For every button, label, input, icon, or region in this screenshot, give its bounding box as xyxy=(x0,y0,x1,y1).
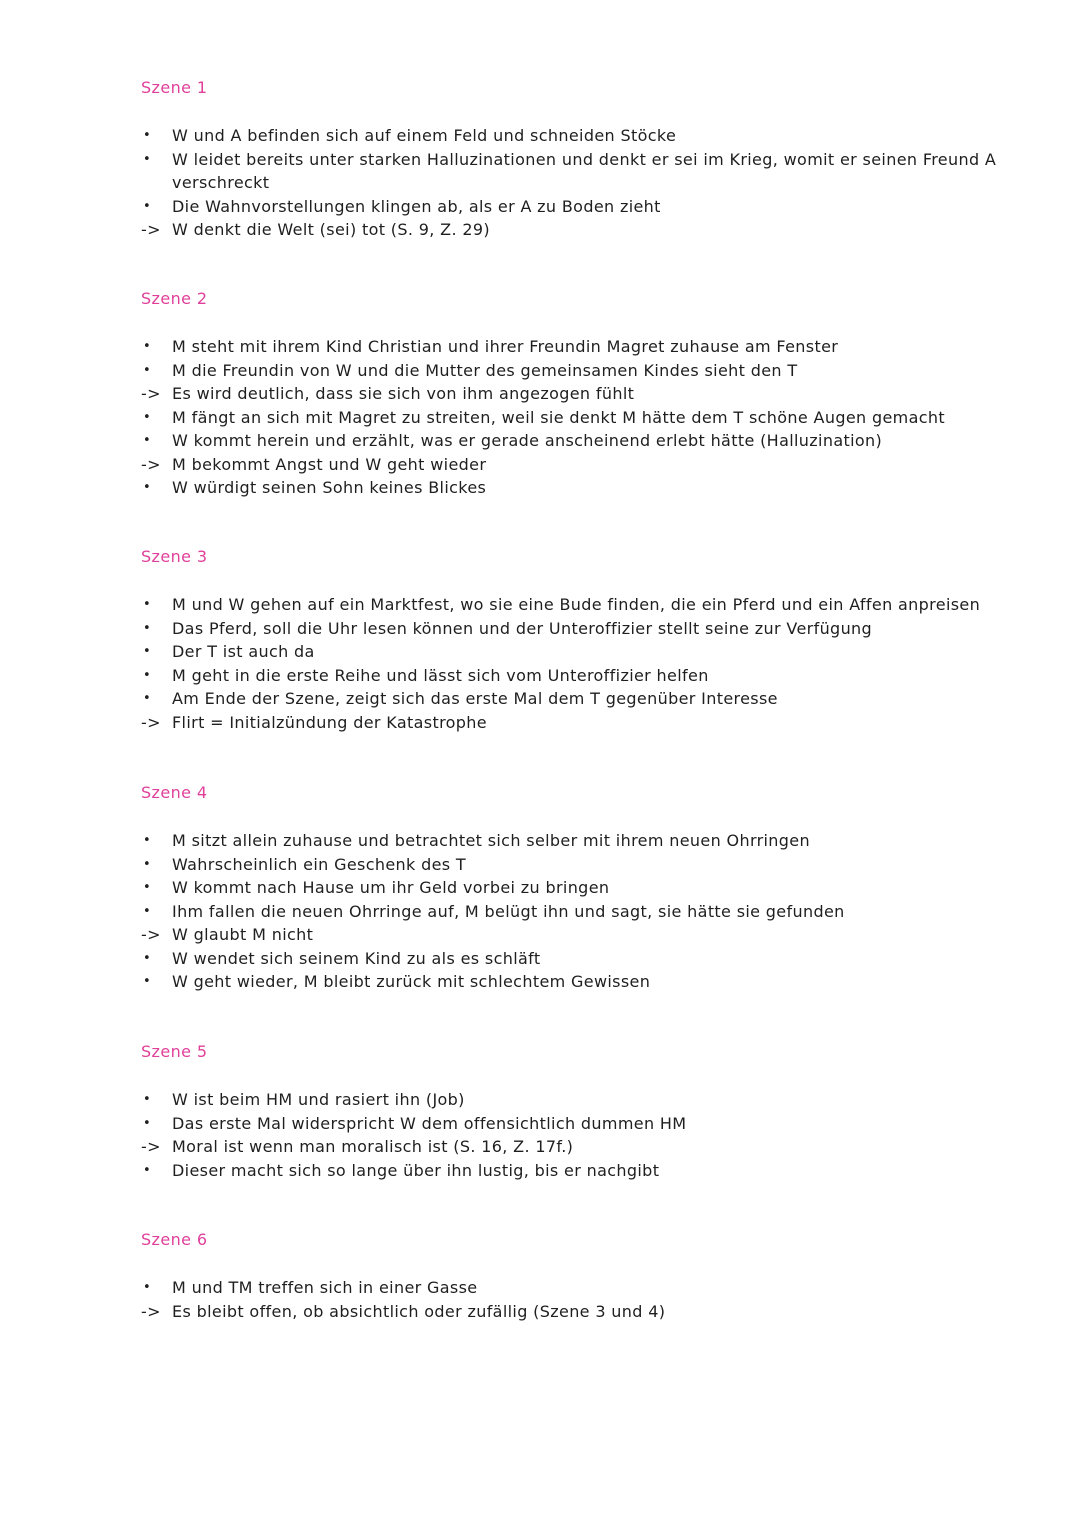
scene-item-list xyxy=(141,593,1041,734)
list-item xyxy=(141,593,1041,617)
item-text: W denkt die Welt (sei) tot (S. 9, Z. 29) xyxy=(172,220,491,239)
bullet-marker: • xyxy=(143,691,152,706)
list-item xyxy=(141,359,1041,383)
bullet-marker: • xyxy=(143,974,152,989)
scene-5 xyxy=(141,1042,1041,1182)
arrow-marker: -> xyxy=(141,454,161,474)
bullet-marker: • xyxy=(143,950,152,966)
arrow-marker: -> xyxy=(141,1301,161,1321)
scene-4 xyxy=(141,783,1041,994)
list-item xyxy=(141,711,1041,735)
list-item xyxy=(141,640,1041,664)
scene-item-list xyxy=(141,829,1041,994)
list-item xyxy=(141,218,1041,242)
arrow-marker: -> xyxy=(141,220,161,239)
scene-2 xyxy=(141,289,1041,500)
item-text: M sitzt allein zuhause und betrachtet sich selber mit ihrem neuen Ohrringen xyxy=(172,831,810,850)
scene-title: Szene 2 xyxy=(141,289,208,308)
list-item xyxy=(141,429,1041,453)
list-item xyxy=(141,1112,1041,1136)
scene-title: Szene 6 xyxy=(141,1230,208,1249)
item-text: W ist beim HM und rasiert ihn (Job) xyxy=(172,1090,465,1109)
item-text: Das erste Mal widerspricht W dem offensichtlich dummen HM xyxy=(172,1113,687,1133)
list-item xyxy=(141,829,1041,853)
list-item xyxy=(141,947,1041,971)
list-item xyxy=(141,923,1041,947)
item-text: W kommt nach Hause um ihr Geld vorbei zu bringen xyxy=(172,878,610,897)
list-item xyxy=(141,453,1041,477)
list-item xyxy=(141,1088,1041,1112)
bullet-marker: • xyxy=(143,480,152,495)
list-item xyxy=(141,148,1041,195)
arrow-marker: -> xyxy=(141,1137,161,1156)
list-item xyxy=(141,1135,1041,1159)
item-text: Dieser macht sich so lange über ihn lustig, bis er nachgibt xyxy=(172,1160,660,1180)
scene-3 xyxy=(141,547,1041,734)
list-item xyxy=(141,124,1041,148)
item-text: W geht wieder, M bleibt zurück mit schlechtem Gewissen xyxy=(172,972,651,991)
list-item xyxy=(141,853,1041,877)
list-item xyxy=(141,476,1041,500)
bullet-marker: • xyxy=(143,903,152,919)
bullet-marker: • xyxy=(143,409,152,425)
bullet-marker: • xyxy=(143,667,152,683)
item-text: Es bleibt offen, ob absichtlich oder zufällig (Szene 3 und 4) xyxy=(172,1301,666,1321)
scene-item-list xyxy=(141,1276,1041,1323)
scene-item-list xyxy=(141,1088,1041,1182)
item-text: W leidet bereits unter starken Halluzinationen und denkt er sei im Krieg, womit er seinen Freund A verschreckt xyxy=(172,149,997,192)
scene-item-list xyxy=(141,124,1041,242)
item-text: Flirt = Initialzündung der Katastrophe xyxy=(172,712,487,732)
item-text: Am Ende der Szene, zeigt sich das erste Mal dem T gegenüber Interesse xyxy=(172,689,778,708)
bullet-marker: • xyxy=(143,880,152,895)
list-item xyxy=(141,406,1041,430)
bullet-marker: • xyxy=(143,1280,152,1295)
list-item xyxy=(141,664,1041,688)
list-item xyxy=(141,195,1041,219)
list-item xyxy=(141,335,1041,359)
bullet-marker: • xyxy=(143,339,152,354)
scene-1 xyxy=(141,78,1041,242)
item-text: W wendet sich seinem Kind zu als es schläft xyxy=(172,948,541,968)
bullet-marker: • xyxy=(143,198,152,214)
item-text: Wahrscheinlich ein Geschenk des T xyxy=(172,854,467,874)
item-text: W glaubt M nicht xyxy=(172,925,314,944)
bullet-marker: • xyxy=(143,1115,152,1131)
arrow-marker: -> xyxy=(141,712,161,732)
bullet-marker: • xyxy=(143,856,152,872)
scene-item-list xyxy=(141,335,1041,500)
item-text: M und W gehen auf ein Marktfest, wo sie eine Bude finden, die ein Pferd und ein Affen anpreisen xyxy=(172,595,981,614)
item-text: Die Wahnvorstellungen klingen ab, als er A zu Boden zieht xyxy=(172,196,661,216)
item-text: W würdigt seinen Sohn keines Blickes xyxy=(172,478,487,497)
bullet-marker: • xyxy=(143,433,152,448)
bullet-marker: • xyxy=(143,151,152,167)
item-text: M und TM treffen sich in einer Gasse xyxy=(172,1278,478,1297)
list-item xyxy=(141,1159,1041,1183)
bullet-marker: • xyxy=(143,644,152,659)
list-item xyxy=(141,1300,1041,1324)
scene-title: Szene 4 xyxy=(141,783,208,802)
bullet-marker: • xyxy=(143,362,152,378)
item-text: M bekommt Angst und W geht wieder xyxy=(172,454,487,474)
arrow-marker: -> xyxy=(141,925,161,944)
bullet-marker: • xyxy=(143,597,152,612)
item-text: Es wird deutlich, dass sie sich von ihm angezogen fühlt xyxy=(172,384,635,403)
item-text: Der T ist auch da xyxy=(172,642,315,661)
item-text: Moral ist wenn man moralisch ist (S. 16, Z. 17f.) xyxy=(172,1137,574,1156)
item-text: W und A befinden sich auf einem Feld und schneiden Stöcke xyxy=(172,126,677,145)
item-text: M steht mit ihrem Kind Christian und ihrer Freundin Magret zuhause am Fenster xyxy=(172,337,839,356)
list-item xyxy=(141,900,1041,924)
bullet-marker: • xyxy=(143,1162,152,1178)
list-item xyxy=(141,687,1041,711)
bullet-marker: • xyxy=(143,128,152,143)
arrow-marker: -> xyxy=(141,384,161,403)
item-text: M die Freundin von W und die Mutter des gemeinsamen Kindes sieht den T xyxy=(172,360,798,380)
list-item xyxy=(141,876,1041,900)
scene-title: Szene 5 xyxy=(141,1042,208,1061)
list-item xyxy=(141,617,1041,641)
scene-title: Szene 3 xyxy=(141,547,208,566)
bullet-marker: • xyxy=(143,833,152,848)
scene-title: Szene 1 xyxy=(141,78,208,97)
item-text: Das Pferd, soll die Uhr lesen können und der Unteroffizier stellt seine zur Verfügung xyxy=(172,618,873,638)
item-text: Ihm fallen die neuen Ohrringe auf, M belügt ihn und sagt, sie hätte sie gefunden xyxy=(172,901,845,921)
item-text: W kommt herein und erzählt, was er gerade anscheinend erlebt hätte (Halluzination) xyxy=(172,431,883,450)
list-item xyxy=(141,970,1041,994)
bullet-marker: • xyxy=(143,1092,152,1107)
scene-6 xyxy=(141,1230,1041,1323)
item-text: M geht in die erste Reihe und lässt sich vom Unteroffizier helfen xyxy=(172,665,709,685)
list-item xyxy=(141,382,1041,406)
list-item xyxy=(141,1276,1041,1300)
item-text: M fängt an sich mit Magret zu streiten, weil sie denkt M hätte dem T schöne Augen gemacht xyxy=(172,407,946,427)
bullet-marker: • xyxy=(143,620,152,636)
